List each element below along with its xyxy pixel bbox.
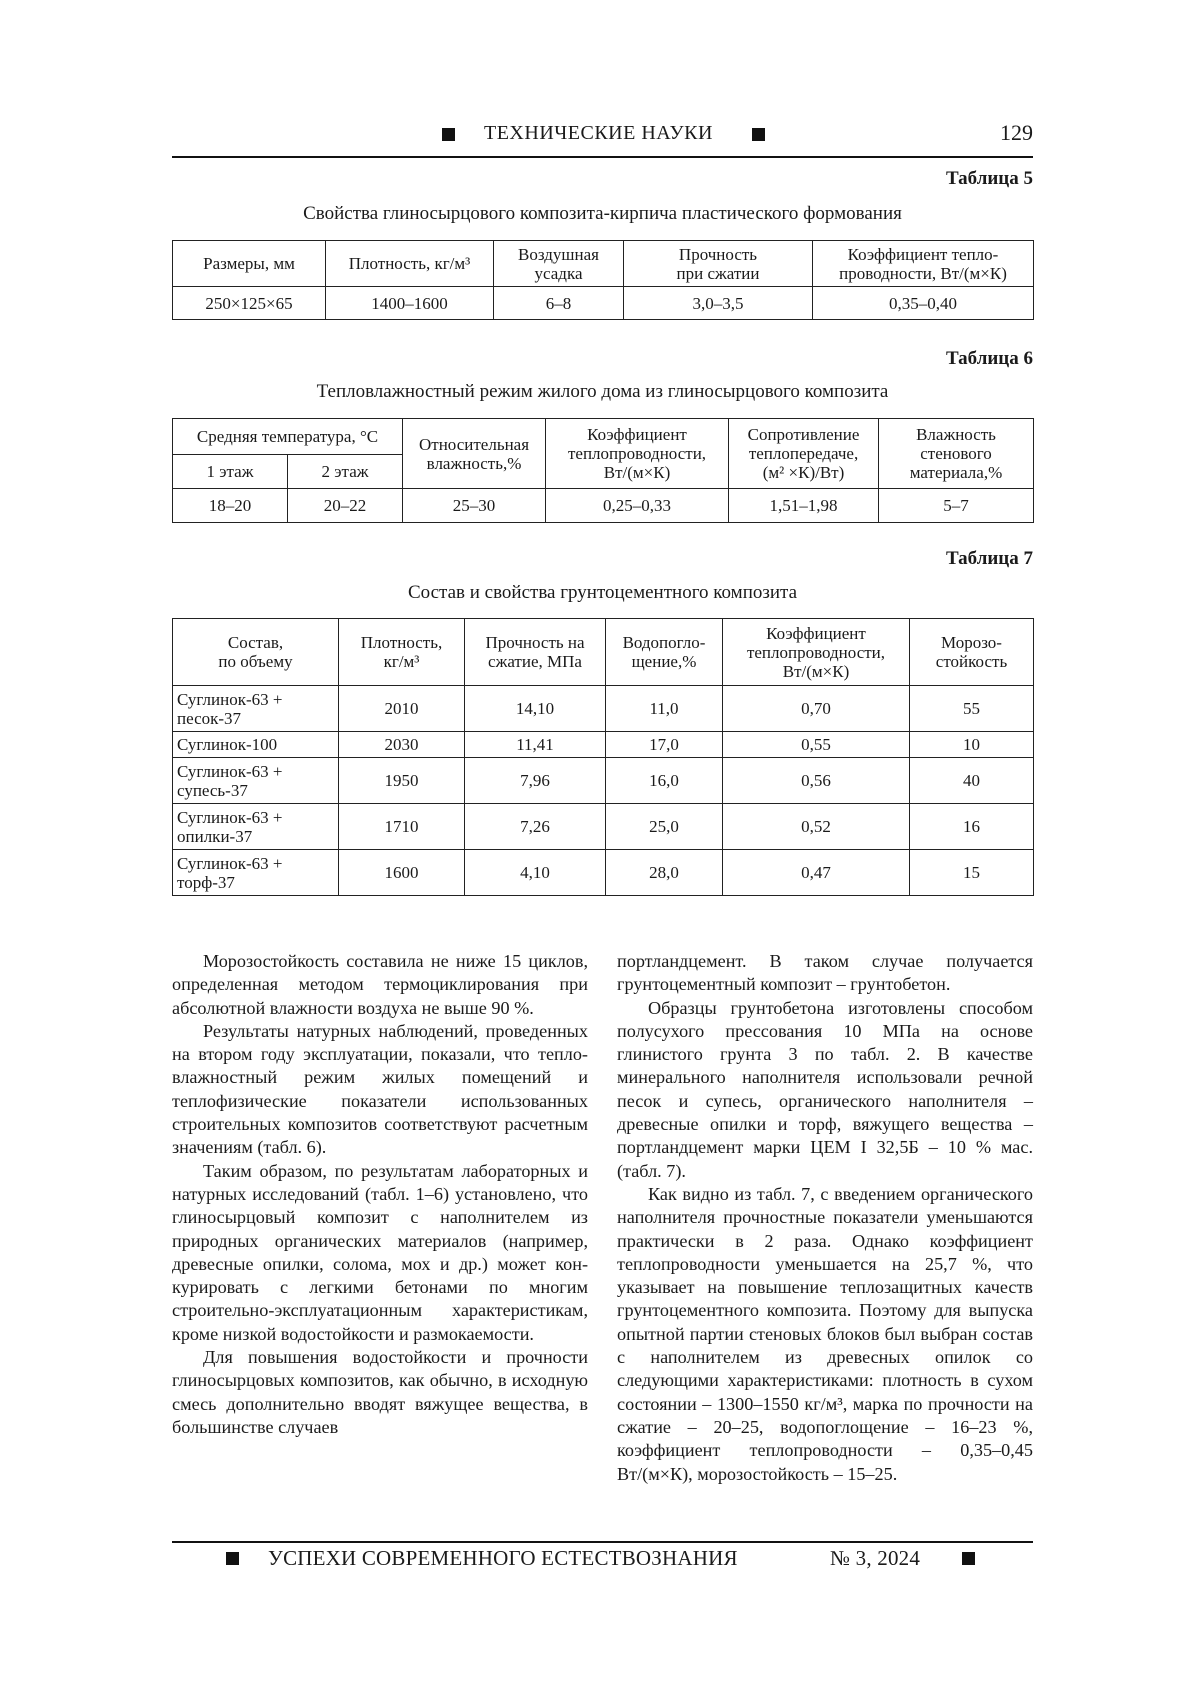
table-row: [173, 732, 1034, 758]
body-paragraph: Морозостойкость составила не ниже 15 циклов, определенная методом термоциклирования при абсолютной влажности воздуха не выше 90 %.: [172, 951, 588, 1018]
header-square-left-icon: [442, 128, 455, 141]
table-cell: 25–30: [403, 489, 546, 523]
table7-header: Прочность на сжатие, МПа: [465, 619, 606, 686]
table-cell: 0,55: [723, 732, 910, 758]
body-paragraph: Образцы грунтобетона изготовлены способом полусухого прессования 10 МПа на основе глинистого грунта 3 по табл. 2. В качестве минерального наполнителя использовали речной песок и супесь, органического наполнителя – древесные опилки и торф, вяжущего вещества – портландцемент марки ЦЕМ I 32,5Б – 10 % мас. (табл. 7).: [617, 997, 1033, 1181]
body-paragraph: портландцемент. В таком случае получается грунтоцементный композит – грунтобетон.: [617, 951, 1033, 995]
footer-rule: [172, 1541, 1033, 1543]
table6-group-header: Средняя температура, °С: [173, 419, 403, 455]
table6-header: Сопротивление теплопередаче, (м² ×К)/Вт): [729, 419, 879, 489]
header-square-right-icon: [752, 128, 765, 141]
table-cell: 7,26: [465, 804, 606, 850]
table-cell: 16: [910, 804, 1034, 850]
body-paragraph: Таким образом, по результатам лабораторных и натурных исследований (табл. 1–6) установлено, что глиносырцовый композит с наполнителем из природных органических материалов (например, древесные опилки, солома, мох и др.) может конкурировать с легкими бетонами по многим строительно-эксплуатационным характеристикам, кроме низкой водостойкости и размокаемости.: [172, 1160, 588, 1344]
table-cell: 0,47: [723, 850, 910, 896]
table6-subheader: 2 этаж: [288, 455, 403, 489]
table5: [172, 240, 1034, 320]
table-cell: 7,96: [465, 758, 606, 804]
table-cell: 20–22: [288, 489, 403, 523]
table-row: [173, 489, 1034, 523]
table-row: [173, 758, 1034, 804]
table6-label: Таблица 6: [945, 348, 1033, 369]
table6-header: Влажность стенового материала,%: [879, 419, 1034, 489]
table7: [172, 618, 1034, 896]
table-cell: 2030: [339, 732, 465, 758]
table-row: [173, 686, 1034, 732]
table-cell: 1,51–1,98: [729, 489, 879, 523]
table-cell: 1600: [339, 850, 465, 896]
table5-label: Таблица 5: [945, 168, 1033, 189]
table5-caption: Свойства глиносырцового композита-кирпича пластического формования: [303, 203, 902, 224]
table-cell: 4,10: [465, 850, 606, 896]
table-cell: 0,25–0,33: [546, 489, 729, 523]
table7-header: Состав, по объему: [173, 619, 339, 686]
table7-header: Плотность, кг/м³: [339, 619, 465, 686]
table-cell: 0,70: [723, 686, 910, 732]
journal-issue: № 3, 2024: [830, 1546, 921, 1570]
table-cell: 1950: [339, 758, 465, 804]
table-cell: 1400–1600: [326, 287, 494, 320]
table7-header: Морозо- стойкость: [910, 619, 1034, 686]
table-cell: Суглинок-63 + торф-37: [173, 850, 339, 896]
table-cell: 0,52: [723, 804, 910, 850]
table-cell: 5–7: [879, 489, 1034, 523]
table-cell: Суглинок-63 + опилки-37: [173, 804, 339, 850]
table-cell: 16,0: [606, 758, 723, 804]
table5-header: Размеры, мм: [173, 241, 326, 287]
table6-subheader: 1 этаж: [173, 455, 288, 489]
table-cell: 10: [910, 732, 1034, 758]
table6-caption: Тепловлажностный режим жилого дома из глиносырцового композита: [316, 381, 889, 402]
table7-label: Таблица 7: [945, 548, 1033, 569]
table-cell: 2010: [339, 686, 465, 732]
table-cell: 6–8: [494, 287, 624, 320]
table-cell: 250×125×65: [173, 287, 326, 320]
table-cell: 0,56: [723, 758, 910, 804]
table-cell: 3,0–3,5: [624, 287, 813, 320]
body-right-column: [617, 950, 1033, 1486]
table-row: [173, 287, 1034, 320]
table-cell: 0,35–0,40: [813, 287, 1034, 320]
footer-square-left-icon: [226, 1552, 239, 1565]
table-cell: 11,41: [465, 732, 606, 758]
body-paragraph: Для повышения водостойкости и прочности глиносырцовых композитов, как обычно, в исходную смесь дополнительно вводят вяжущее вещества, в большинстве случаев: [172, 1347, 588, 1437]
table5-header: Плотность, кг/м³: [326, 241, 494, 287]
table7-caption: Состав и свойства грунтоцементного композита: [407, 582, 798, 603]
table-row: [173, 804, 1034, 850]
body-paragraph: Как видно из табл. 7, с введением органического наполнителя прочностные показатели уменьшаются практически в 2 раза. Однако коэффициент теплопроводности уменьшается на 25,7 %, что указывает на повышение теплозащитных качеств грунтоцементного композита. Поэтому для выпуска опытной партии стеновых блоков был выбран состав с наполнителем из древесных опилок со следующими характеристиками: плотность в сухом состоянии – 1300–1550 кг/м³, марка по прочности на сжатие – 20–25, водопоглощение – 16–23 %, коэффициент теплопроводности – 0,35–0,45 Вт/(м×К), морозостойкость – 15–25.: [617, 1183, 1033, 1484]
table-cell: 1710: [339, 804, 465, 850]
table6-header: Коэффициент теплопроводности, Вт/(м×К): [546, 419, 729, 489]
table5-header: Воздушная усадка: [494, 241, 624, 287]
section-title: ТЕХНИЧЕСКИЕ НАУКИ: [484, 122, 713, 144]
table-cell: 15: [910, 850, 1034, 896]
table-row: [173, 850, 1034, 896]
table7-header: Водопогло- щение,%: [606, 619, 723, 686]
table-cell: 55: [910, 686, 1034, 732]
table-cell: 11,0: [606, 686, 723, 732]
table-cell: Суглинок-100: [173, 732, 339, 758]
table6-header: Относительная влажность,%: [403, 419, 546, 489]
table6: [172, 418, 1034, 523]
table-cell: Суглинок-63 + супесь-37: [173, 758, 339, 804]
table-cell: 40: [910, 758, 1034, 804]
table-cell: 18–20: [173, 489, 288, 523]
footer-square-right-icon: [962, 1552, 975, 1565]
table5-header: Прочность при сжатии: [624, 241, 813, 287]
body-left-column: [172, 950, 588, 1439]
table-cell: 14,10: [465, 686, 606, 732]
table5-header-row: [173, 241, 1034, 287]
table-cell: 28,0: [606, 850, 723, 896]
header-rule: [172, 156, 1033, 158]
table-cell: Суглинок-63 + песок-37: [173, 686, 339, 732]
table6-header-row: [173, 419, 1034, 455]
page-number: 129: [1000, 120, 1033, 145]
journal-title: УСПЕХИ СОВРЕМЕННОГО ЕСТЕСТВОЗНАНИЯ: [268, 1546, 738, 1570]
table7-header: Коэффициент теплопроводности, Вт/(м×К): [723, 619, 910, 686]
table-cell: 17,0: [606, 732, 723, 758]
table-cell: 25,0: [606, 804, 723, 850]
table7-header-row: [173, 619, 1034, 686]
table5-header: Коэффициент тепло- проводности, Вт/(м×К): [813, 241, 1034, 287]
body-paragraph: Результаты натурных наблюдений, проведенных на втором году эксплуатации, показали, что тепло-влажностный режим жилых помещений и теплофизические показатели использованных строительных композитов соответствуют расчетным значениям (табл. 6).: [172, 1020, 588, 1158]
